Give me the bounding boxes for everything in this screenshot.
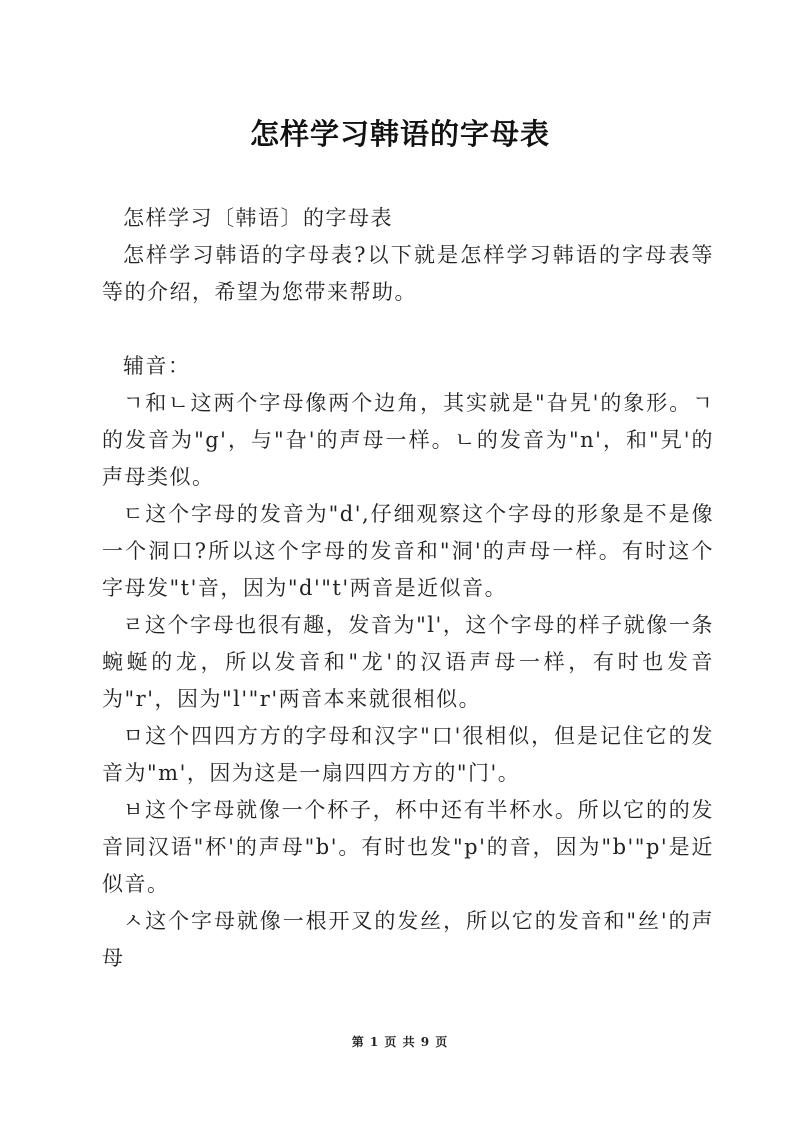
paragraph-consonants-heading: 辅音： bbox=[123, 354, 191, 378]
paragraph-g-n: ㄱ和ㄴ这两个字母像两个边角，其实就是"旮旯'的象形。ㄱ的发音为"g'，与"旮'的声母一样。ㄴ的发音为"n'，和"旯'的声母类似。 bbox=[102, 391, 714, 489]
paragraph-subtitle: 怎样学习〔韩语〕的字母表 bbox=[123, 206, 393, 230]
document-body bbox=[102, 200, 714, 977]
paragraph-intro: 怎样学习韩语的字母表?以下就是怎样学习韩语的字母表等等的介绍，希望为您带来帮助。 bbox=[102, 243, 714, 304]
paragraph-d: ㄷ这个字母的发音为"d',仔细观察这个字母的形象是不是像一个洞口?所以这个字母的发音和"洞'的声母一样。有时这个字母发"t'音，因为"d'"t'两音是近似音。 bbox=[102, 502, 714, 600]
page-number-footer: 第 1 页 共 9 页 bbox=[351, 1035, 449, 1049]
paragraph-s: ㅅ这个字母就像一根开叉的发丝，所以它的发音和"丝'的声母 bbox=[102, 909, 714, 970]
document-title: 怎样学习韩语的字母表 bbox=[249, 117, 550, 151]
paragraph-l: ㄹ这个字母也很有趣，发音为"l'，这个字母的样子就像一条蜿蜒的龙，所以发音和"龙'的汉语声母一样，有时也发音为"r'，因为"l'"r'两音本来就很相似。 bbox=[102, 613, 714, 711]
paragraph-b: ㅂ这个字母就像一个杯子，杯中还有半杯水。所以它的的发音同汉语"杯'的声母"b'。有时也发"p'的音，因为"b'"p'是近似音。 bbox=[102, 798, 714, 896]
paragraph-m: ㅁ这个四四方方的字母和汉字"口'很相似，但是记住它的发音为"m'，因为这是一扇四四方方的"门'。 bbox=[102, 724, 714, 785]
